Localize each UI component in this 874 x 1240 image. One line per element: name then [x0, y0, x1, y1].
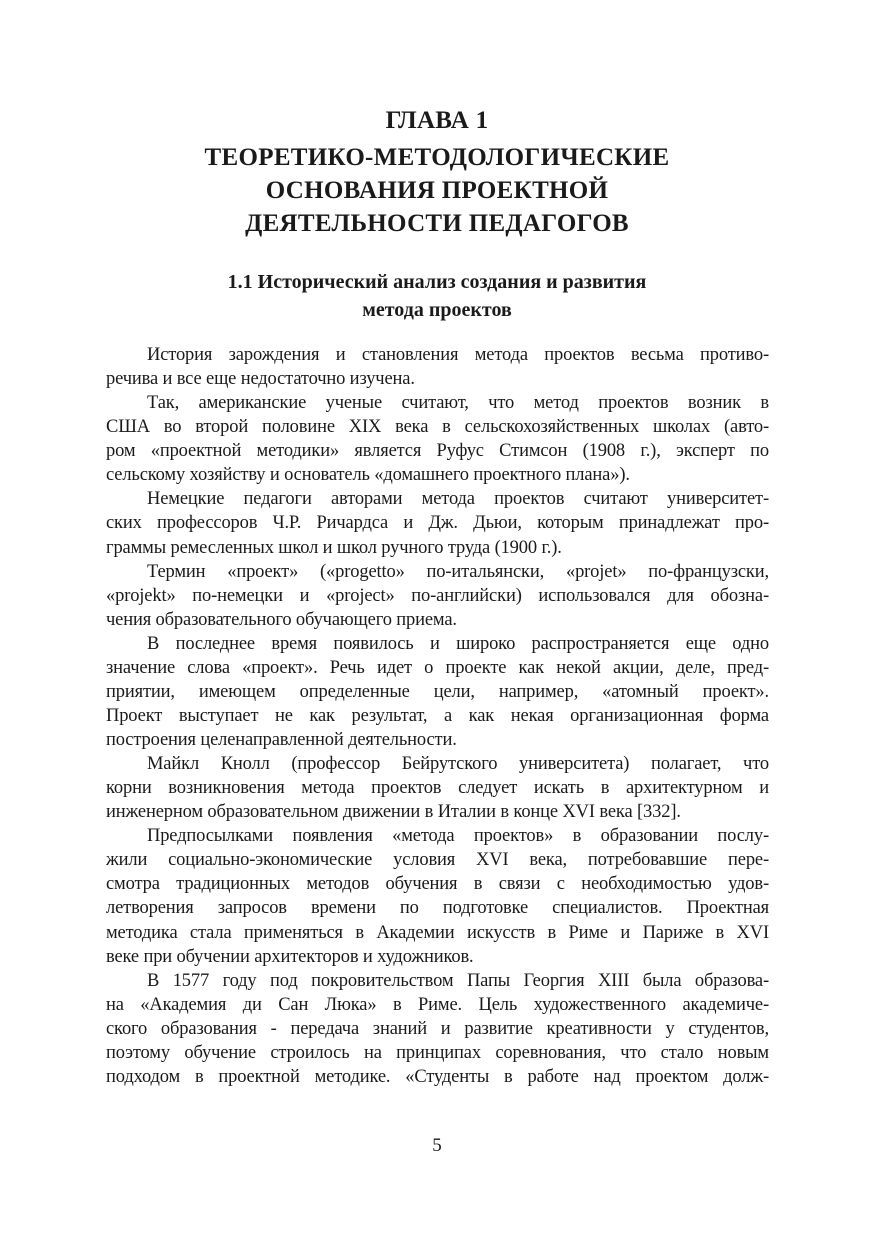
- text-line: поэтому обучение строилось на принципах соревнования, что стало новым: [106, 1042, 769, 1063]
- chapter-title-line: ТЕОРЕТИКО-МЕТОДОЛОГИЧЕСКИЕ: [204, 144, 670, 171]
- text-line: чения образовательного обучающего приема.: [106, 609, 457, 630]
- text-line: Проект выступает не как результат, а как некая организационная форма: [106, 705, 769, 726]
- chapter-number: ГЛАВА 1: [385, 107, 489, 134]
- section-title-line: метода проектов: [362, 299, 512, 321]
- text-line: Термин «проект» («progetto» по-итальянски, «projet» по-французски,: [147, 561, 769, 582]
- text-line: граммы ремесленных школ и школ ручного труда (1900 г.).: [106, 537, 562, 558]
- text-line: Немецкие педагоги авторами метода проектов считают университет-: [147, 489, 769, 510]
- chapter-heading: [0, 104, 874, 240]
- page-number: 5: [432, 1135, 442, 1156]
- text-line: жили социально-экономические условия XVI века, потребовавшие пере-: [106, 850, 769, 871]
- text-line: Предпосылками появления «метода проектов» в образовании послу-: [147, 826, 769, 847]
- text-line: США во второй половине XIX века в сельскохозяйственных школах (авто-: [106, 417, 769, 438]
- text-line: значение слова «проект». Речь идет о проекте как некой акции, деле, пред-: [106, 657, 769, 678]
- text-line: ского образования - передача знаний и развитие креативности у студентов,: [106, 1018, 769, 1039]
- text-line: ских профессоров Ч.Р. Ричардса и Дж. Дьюи, которым принадлежат про-: [106, 513, 769, 534]
- text-line: инженерном образовательном движении в Италии в конце XVI века [332].: [106, 802, 681, 823]
- text-line: корни возникновения метода проектов следует искать в архитектурном и: [106, 778, 769, 799]
- text-line: В последнее время появилось и широко распространяется еще одно: [147, 633, 769, 654]
- body-text: [106, 343, 769, 1089]
- text-line: веке при обучении архитекторов и художников.: [106, 946, 474, 967]
- section-title-line: 1.1 Исторический анализ создания и развития: [227, 271, 647, 293]
- text-line: История зарождения и становления метода проектов весьма противо-: [147, 345, 769, 365]
- text-line: смотра традиционных методов обучения в связи с необходимостью удов-: [106, 874, 769, 895]
- text-line: приятии, имеющем определенные цели, например, «атомный проект».: [106, 681, 769, 702]
- text-line: методика стала применяться в Академии искусств в Риме и Париже в XVI: [106, 922, 769, 943]
- text-line: сельскому хозяйству и основатель «домашнего проектного плана»).: [106, 465, 630, 486]
- text-line: «projekt» по-немецки и «project» по-английски) использовался для обозна-: [106, 585, 769, 606]
- text-line: летворения запросов времени по подготовке специалистов. Проектная: [106, 898, 769, 919]
- text-line: В 1577 году под покровительством Папы Георгия XIII была образова-: [147, 970, 769, 991]
- chapter-title-line: ОСНОВАНИЯ ПРОЕКТНОЙ: [265, 177, 609, 204]
- chapter-title-line: ДЕЯТЕЛЬНОСТИ ПЕДАГОГОВ: [245, 210, 629, 237]
- text-line: Майкл Кнолл (профессор Бейрутского университета) полагает, что: [147, 754, 769, 775]
- text-line: подходом в проектной методике. «Студенты в работе над проектом долж-: [106, 1066, 769, 1087]
- text-line: на «Академия ди Сан Люка» в Риме. Цель художественного академиче-: [106, 994, 769, 1015]
- section-heading: [0, 268, 874, 324]
- text-line: ром «проектной методики» является Руфус Стимсон (1908 г.), эксперт по: [106, 441, 769, 462]
- text-line: речива и все еще недостаточно изучена.: [106, 369, 415, 390]
- text-line: построения целенаправленной деятельности.: [106, 730, 457, 750]
- text-line: Так, американские ученые считают, что метод проектов возник в: [147, 393, 769, 414]
